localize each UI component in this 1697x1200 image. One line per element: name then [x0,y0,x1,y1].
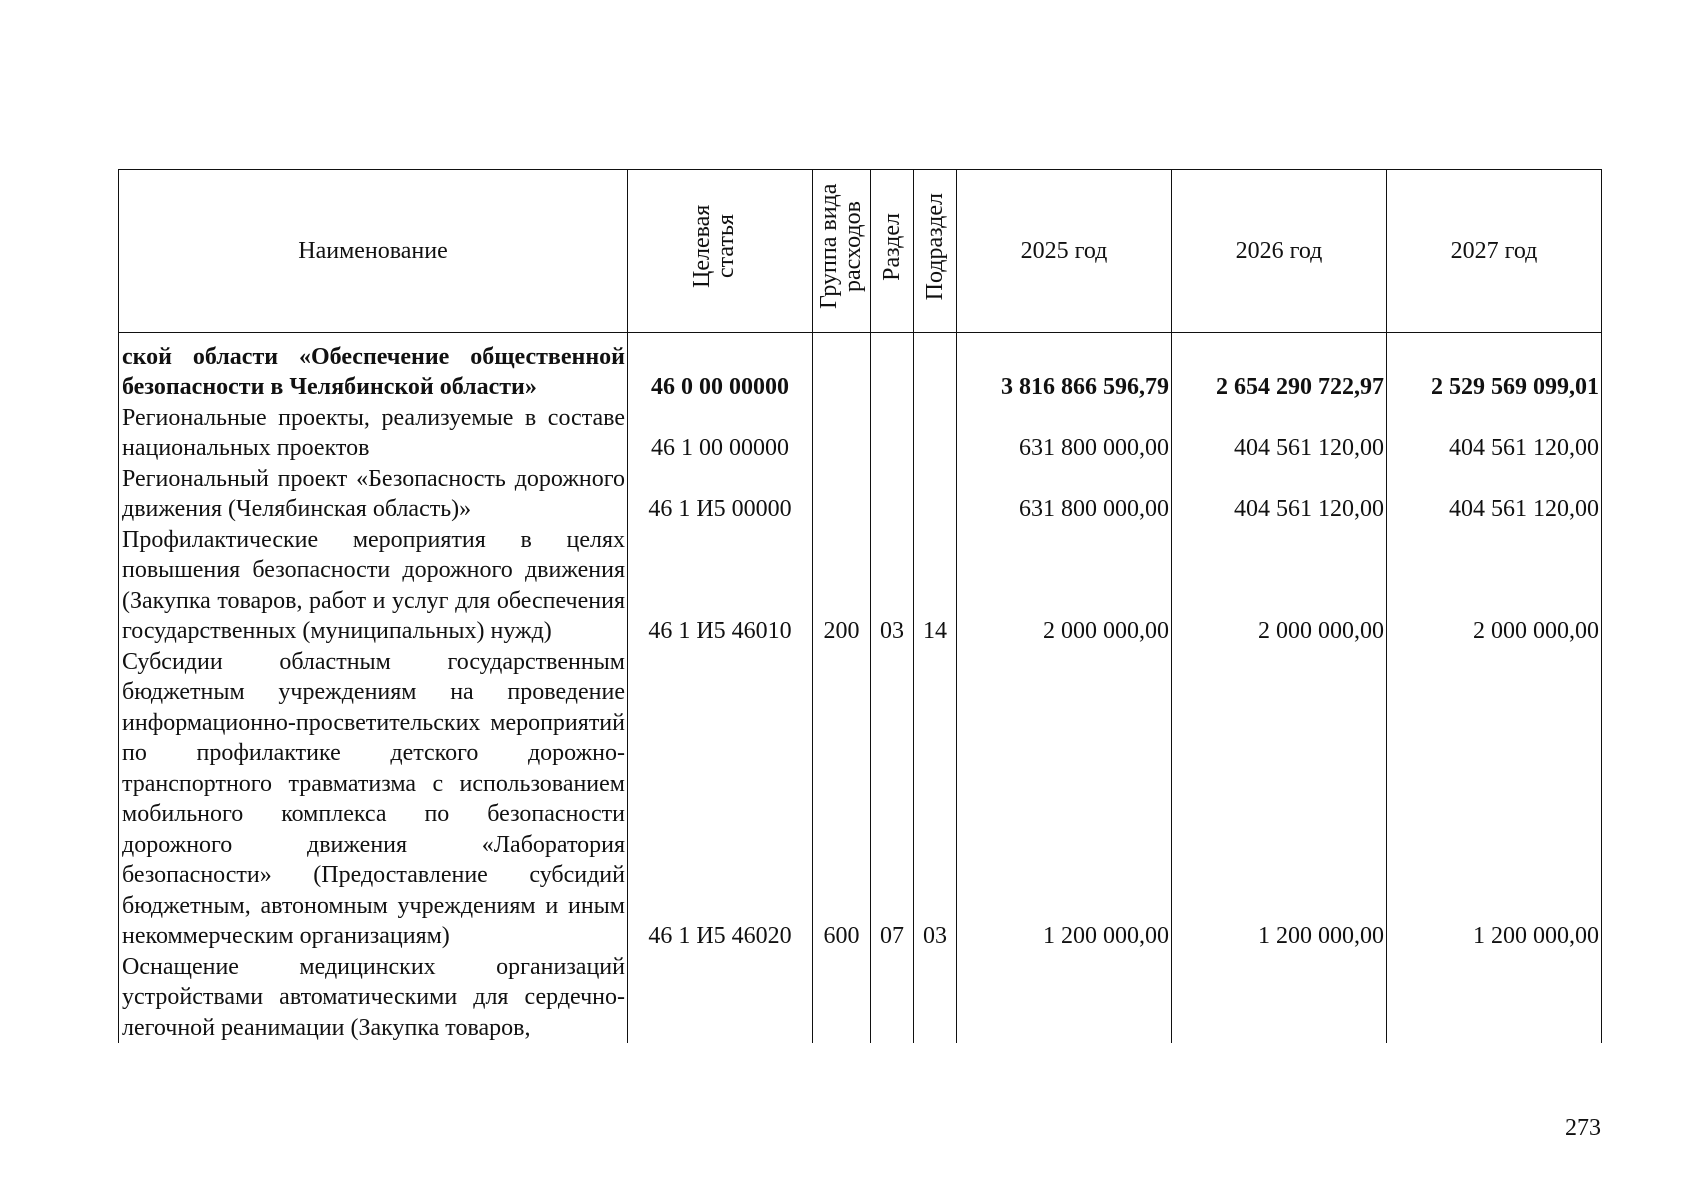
row-subsection [914,952,957,1044]
row-2027: 2 529 569 099,01 [1387,332,1602,403]
header-year-2025: 2025 год [957,170,1172,333]
table-row [119,525,1602,647]
row-subsection [914,403,957,464]
row-name: Региональный проект «Безопасность дорожного движения (Челябинская область)» [119,464,628,525]
header-year-2027: 2027 год [1387,170,1602,333]
row-2026: 2 000 000,00 [1172,525,1387,647]
row-section [871,952,914,1044]
row-2025: 631 800 000,00 [957,464,1172,525]
header-name: Наименование [119,170,628,333]
row-section [871,332,914,403]
row-group: 600 [813,647,871,952]
row-2025: 2 000 000,00 [957,525,1172,647]
row-code: 46 0 00 00000 [628,332,813,403]
row-code [628,952,813,1044]
row-name: Профилактические мероприятия в целях повышения безопасности дорожного движения (Закупка товаров, работ и услуг для обеспечения государственных (муниципальных) нужд) [119,525,628,647]
row-2027: 404 561 120,00 [1387,464,1602,525]
row-2026: 2 654 290 722,97 [1172,332,1387,403]
table-row [119,464,1602,525]
row-group [813,403,871,464]
header-row [119,170,1602,333]
row-2027: 1 200 000,00 [1387,647,1602,952]
row-section [871,464,914,525]
row-group: 200 [813,525,871,647]
row-2025: 3 816 866 596,79 [957,332,1172,403]
budget-table [118,169,1602,1043]
row-code: 46 1 И5 00000 [628,464,813,525]
header-subsection: Подраздел [914,170,957,333]
row-group [813,464,871,525]
row-2027: 2 000 000,00 [1387,525,1602,647]
row-subsection: 03 [914,647,957,952]
row-2026: 404 561 120,00 [1172,403,1387,464]
row-code: 46 1 00 00000 [628,403,813,464]
row-2025 [957,952,1172,1044]
row-2027 [1387,952,1602,1044]
row-name: Региональные проекты, реализуемые в составе национальных проектов [119,403,628,464]
header-section: Раздел [871,170,914,333]
row-group [813,952,871,1044]
table-row [119,647,1602,952]
row-subsection [914,332,957,403]
row-name: Оснащение медицинских организаций устройствами автоматическими для сердечно-легочной реанимации (Закупка товаров, [119,952,628,1044]
row-2027: 404 561 120,00 [1387,403,1602,464]
page-number: 273 [1565,1115,1601,1141]
row-name: ской области «Обеспечение общественной безопасности в Челябинской области» [119,332,628,403]
row-group [813,332,871,403]
header-target-article: Целевая статья [628,170,813,333]
row-2026: 404 561 120,00 [1172,464,1387,525]
row-2026 [1172,952,1387,1044]
row-code: 46 1 И5 46020 [628,647,813,952]
row-2026: 1 200 000,00 [1172,647,1387,952]
row-section [871,403,914,464]
header-expense-group: Группа вида расходов [813,170,871,333]
header-year-2026: 2026 год [1172,170,1387,333]
row-subsection: 14 [914,525,957,647]
row-section: 03 [871,525,914,647]
row-subsection [914,464,957,525]
table-row [119,952,1602,1044]
row-2025: 631 800 000,00 [957,403,1172,464]
table-row [119,332,1602,403]
row-code: 46 1 И5 46010 [628,525,813,647]
table-row [119,403,1602,464]
row-section: 07 [871,647,914,952]
row-2025: 1 200 000,00 [957,647,1172,952]
row-name: Субсидии областным государственным бюджетным учреждениям на проведение информационно-просветительских мероприятий по профилактике детского дорожно-транспортного травматизма с использованием мобильного комплекса по безопасности дорожного движения «Лаборатория безопасности» (Предоставление субсидий бюджетным, автономным учреждениям и иным некоммерческим организациям) [119,647,628,952]
